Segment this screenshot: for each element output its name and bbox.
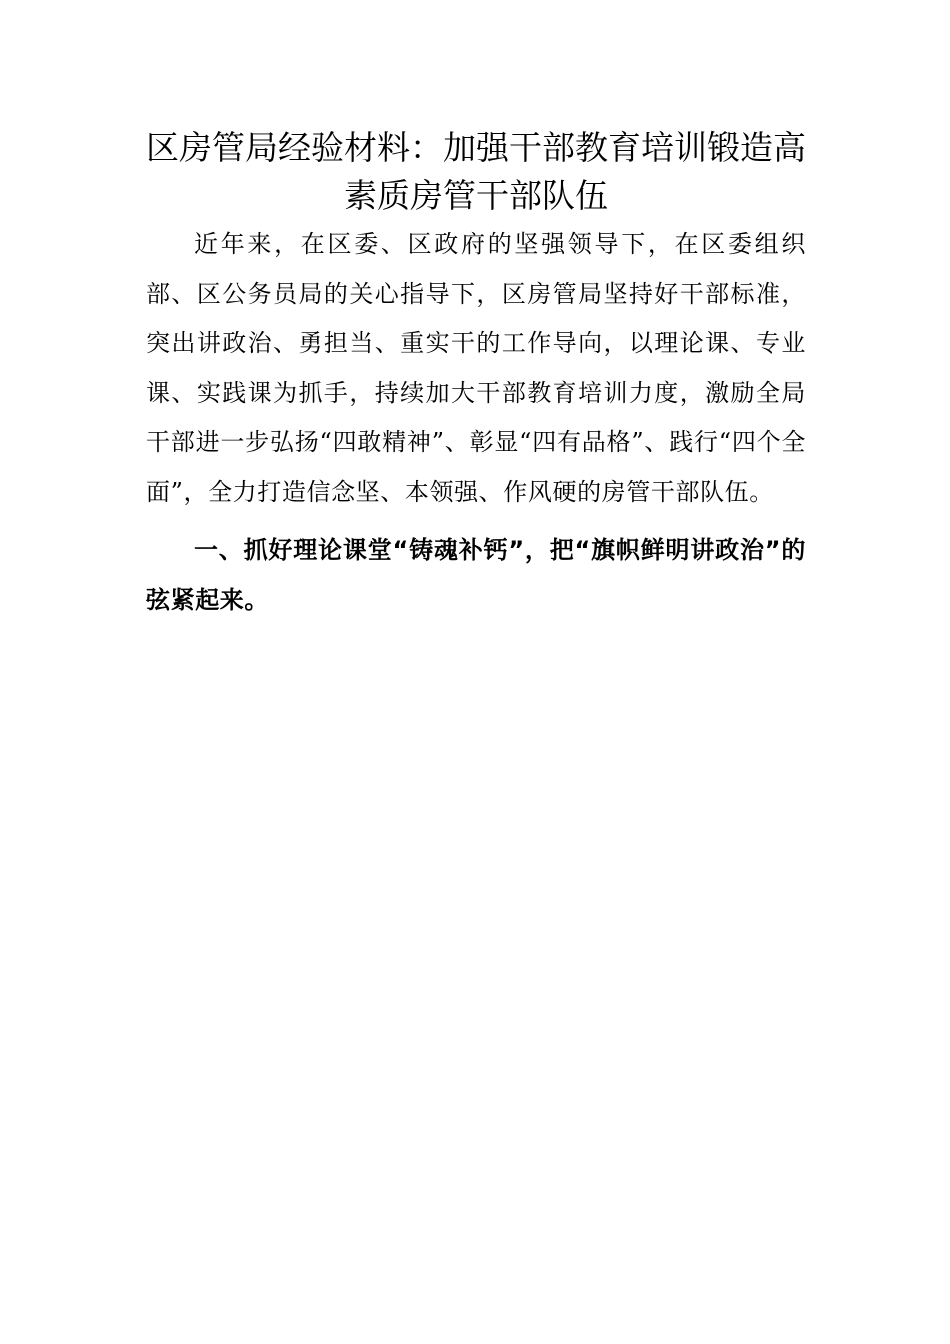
document-title: 区房管局经验材料：加强干部教育培训锻造高素质房管干部队伍 [146,128,806,215]
section-heading: 一、抓好理论课堂“铸魂补钙”，把“旗帜鲜明讲政治”的弦紧起来。 [146,536,806,614]
intro-paragraph: 近年来，在区委、区政府的坚强领导下，在区委组织部、区公务员局的关心指导下，区房管局坚持好干部标准，突出讲政治、勇担当、重实干的工作导向，以理论课、专业课、实践课为抓手，持续加大干部教育培训力度，激励全局干部进一步弘扬“四敢精神”、彰显“四有品格”、践行“四个全面”，全力打造信念坚、本领强、作风硬的房管干部队伍。 [146,230,806,506]
document-body [146,124,806,625]
